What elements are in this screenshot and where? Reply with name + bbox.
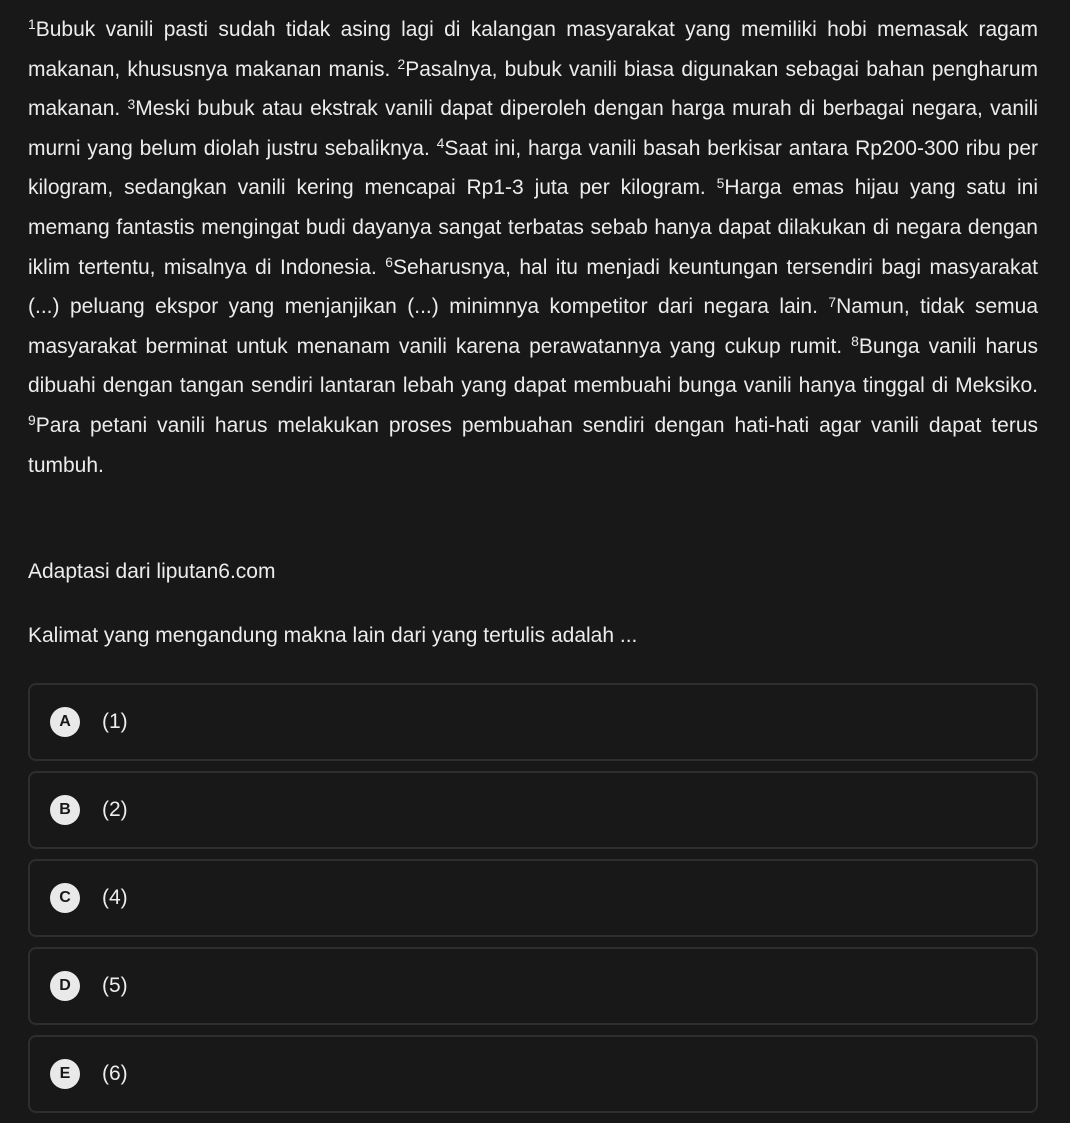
option-letter-badge: A [50,707,80,737]
sentence-text: Meski bubuk atau ekstrak vanili dapat diperoleh dengan harga murah di berbagai negara, vanili murni yang belum diolah justru sebaliknya. [28,97,1039,160]
sentence-text: Para petani vanili harus melakukan proses pembuahan sendiri dengan hati-hati agar vanili dapat terus tumbuh. [28,413,1038,477]
sentence-text: Saat ini, harga vanili basah berkisar antara Rp200-300 ribu per kilogram, sedangkan vanili kering mencapai Rp1-3 juta per kilogram. [28,136,1038,200]
sentence-number: 5 [716,174,725,191]
reading-passage [28,10,1038,485]
option-d[interactable] [28,947,1038,1025]
option-label: (5) [102,974,128,997]
sentence-number: 4 [436,135,445,152]
sentence-text: Bunga vanili harus dibuahi dengan tangan sendiri lantaran lebah yang dapat membuahi bunga vanili hanya tinggal di Meksiko. [28,334,1038,398]
option-label: (2) [102,798,128,821]
sentence-text: Namun, tidak semua masyarakat berminat untuk menanam vanili karena perawatannya yang cukup rumit. [28,295,1038,358]
sentence-number: 6 [385,253,393,270]
option-letter-badge: C [50,883,80,913]
option-c[interactable] [28,859,1038,937]
sentence-number: 2 [397,55,406,72]
option-label: (4) [102,886,128,909]
option-letter-badge: E [50,1059,80,1089]
option-b[interactable] [28,771,1038,849]
sentence-text: Bubuk vanili pasti sudah tidak asing lagi di kalangan masyarakat yang memiliki hobi memasak ragam makanan, khususnya makanan manis. [28,18,1038,81]
option-a[interactable] [28,683,1038,761]
sentence-number: 3 [127,95,136,112]
sentence-number: 9 [28,412,36,429]
question-text: Kalimat yang mengandung makna lain dari yang tertulis adalah ... [28,624,638,647]
option-label: (1) [102,710,128,733]
sentence-number: 8 [851,333,859,350]
sentence-text: Harga emas hijau yang satu ini memang fantastis mengingat budi dayanya sangat terbatas sebab hanya dapat dilakukan di negara dengan iklim tertentu, misalnya di Indonesia. [28,176,1038,279]
source-attribution: Adaptasi dari liputan6.com [28,560,276,583]
sentence-text: Pasalnya, bubuk vanili biasa digunakan sebagai bahan pengharum makanan. [28,57,1038,121]
answer-options [28,683,1038,1123]
sentence-number: 7 [828,293,837,310]
sentence-text: Seharusnya, hal itu menjadi keuntungan tersendiri bagi masyarakat (...) peluang ekspor yang menjanjikan (...) minimnya kompetitor dari negara lain. [28,255,1039,319]
option-letter-badge: D [50,971,80,1001]
option-label: (6) [102,1062,128,1085]
sentence-number: 1 [28,16,36,33]
option-e[interactable] [28,1035,1038,1113]
option-letter-badge: B [50,795,80,825]
